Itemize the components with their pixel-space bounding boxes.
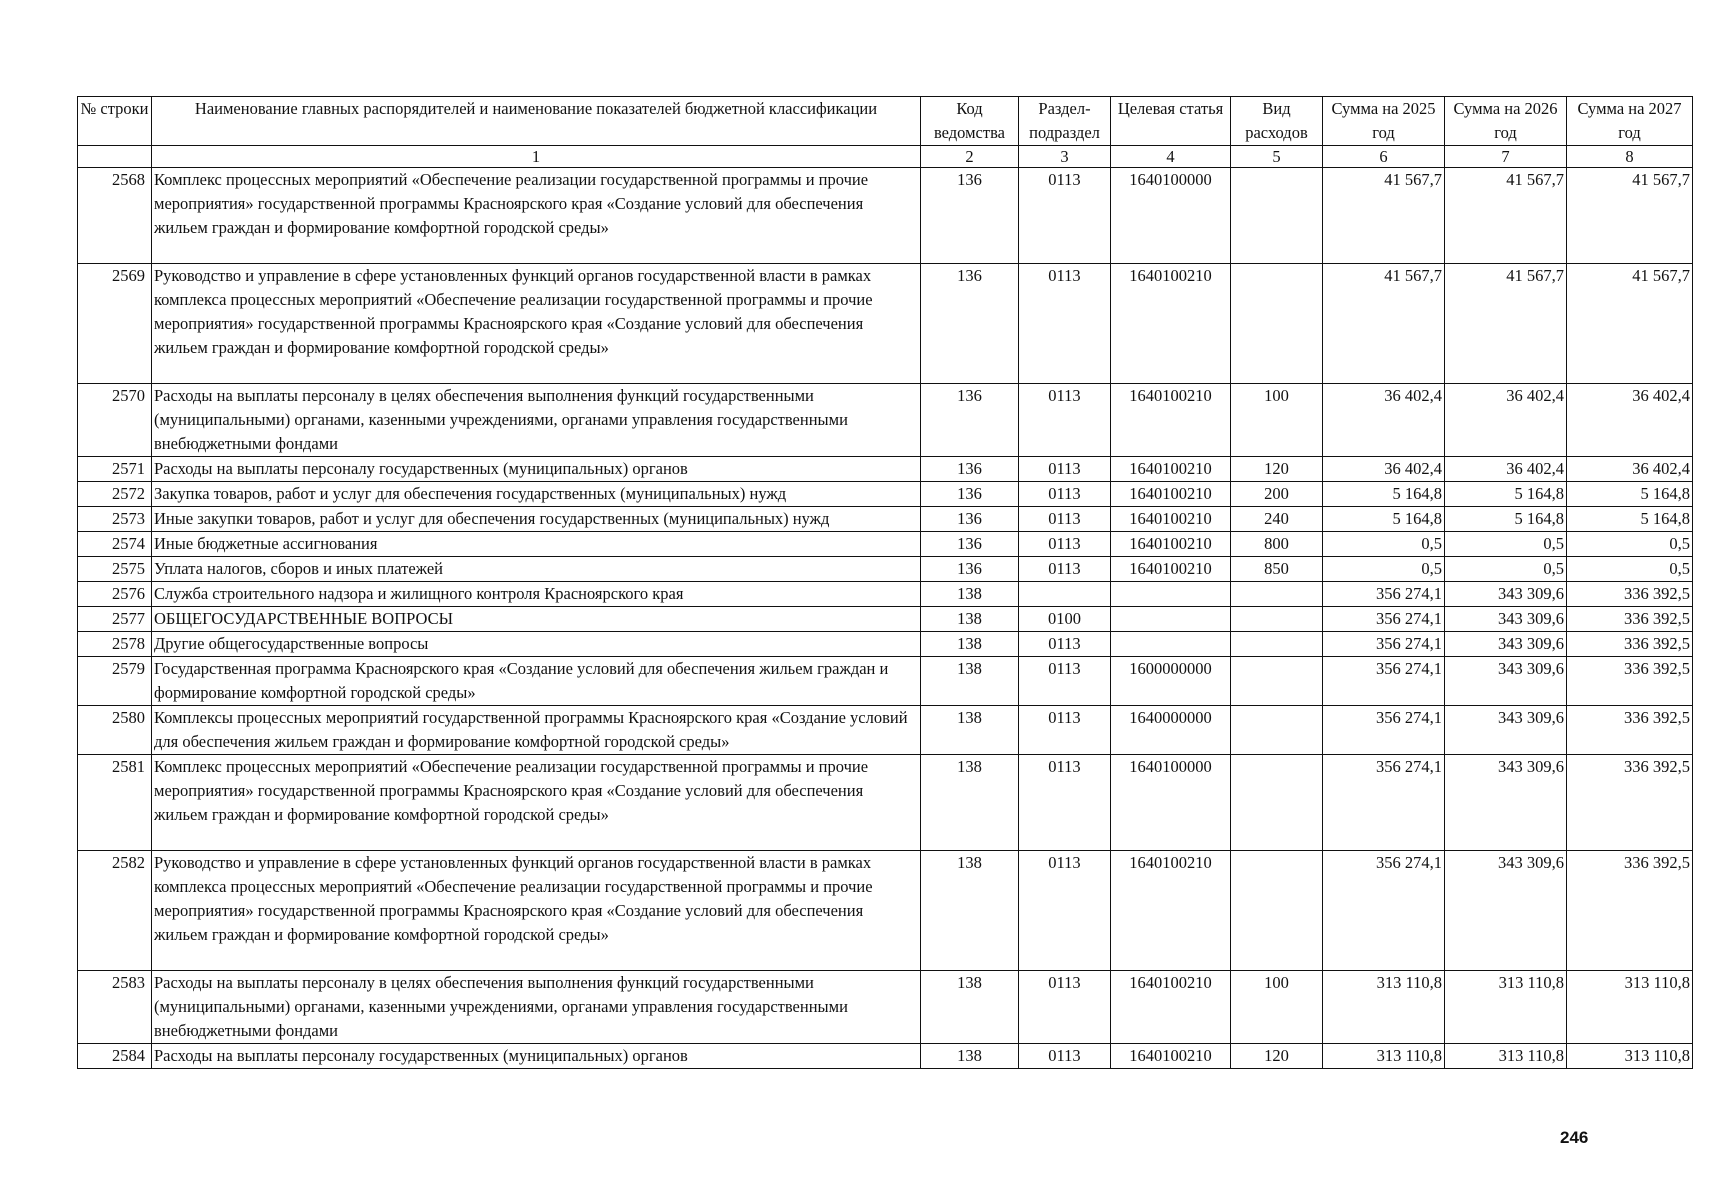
col-header-target: Целевая статья: [1111, 97, 1231, 146]
dept-code: 138: [921, 582, 1019, 607]
col-header-row-number: № строки: [78, 97, 152, 146]
target-code: 1640100000: [1111, 755, 1231, 851]
target-code: 1640000000: [1111, 706, 1231, 755]
amount-2027: 336 392,5: [1567, 755, 1693, 851]
col-index: 8: [1567, 146, 1693, 168]
dept-code: 136: [921, 507, 1019, 532]
amount-2027: 0,5: [1567, 532, 1693, 557]
table-row: [78, 1044, 1693, 1069]
row-name: Расходы на выплаты персоналу в целях обеспечения выполнения функций государственными (муниципальными) органами, казенными учреждениями, органами управления государственными внебюджетными фондами: [152, 384, 921, 457]
amount-2025: 5 164,8: [1323, 507, 1445, 532]
row-name: Уплата налогов, сборов и иных платежей: [152, 557, 921, 582]
dept-code: 138: [921, 607, 1019, 632]
row-number: 2579: [78, 657, 152, 706]
target-code: 1640100210: [1111, 507, 1231, 532]
col-index: 6: [1323, 146, 1445, 168]
section-code: 0113: [1019, 482, 1111, 507]
dept-code: 136: [921, 482, 1019, 507]
target-code: [1111, 607, 1231, 632]
expense-type: [1231, 755, 1323, 851]
col-header-section: Раздел-подраздел: [1019, 97, 1111, 146]
dept-code: 136: [921, 532, 1019, 557]
expense-type: [1231, 632, 1323, 657]
row-name: Комплекс процессных мероприятий «Обеспечение реализации государственной программы и прочие мероприятия» государственной программы Красноярского края «Создание условий для обеспечения жильем граждан и формирование комфортной городской среды»: [152, 168, 921, 264]
expense-type: [1231, 851, 1323, 971]
row-number: 2583: [78, 971, 152, 1044]
dept-code: 136: [921, 457, 1019, 482]
col-index: [78, 146, 152, 168]
section-code: 0113: [1019, 971, 1111, 1044]
table-row: [78, 532, 1693, 557]
amount-2026: 343 309,6: [1445, 657, 1567, 706]
amount-2027: 41 567,7: [1567, 168, 1693, 264]
amount-2025: 313 110,8: [1323, 1044, 1445, 1069]
row-name: Комплекс процессных мероприятий «Обеспечение реализации государственной программы и прочие мероприятия» государственной программы Красноярского края «Создание условий для обеспечения жильем граждан и формирование комфортной городской среды»: [152, 755, 921, 851]
row-name: Руководство и управление в сфере установленных функций органов государственной власти в рамках комплекса процессных мероприятий «Обеспечение реализации государственной программы и прочие мероприятия» государственной программы Красноярского края «Создание условий для обеспечения жильем граждан и формирование комфортной городской среды»: [152, 264, 921, 384]
amount-2026: 313 110,8: [1445, 1044, 1567, 1069]
table-row: [78, 971, 1693, 1044]
section-code: 0113: [1019, 657, 1111, 706]
amount-2027: 5 164,8: [1567, 507, 1693, 532]
amount-2026: 36 402,4: [1445, 384, 1567, 457]
row-name: Служба строительного надзора и жилищного контроля Красноярского края: [152, 582, 921, 607]
col-header-dept-code: Код ведомства: [921, 97, 1019, 146]
expense-type: 240: [1231, 507, 1323, 532]
amount-2027: 336 392,5: [1567, 632, 1693, 657]
amount-2026: 343 309,6: [1445, 706, 1567, 755]
target-code: 1640100210: [1111, 1044, 1231, 1069]
target-code: [1111, 632, 1231, 657]
col-header-expense-type: Вид расходов: [1231, 97, 1323, 146]
table-row: [78, 851, 1693, 971]
amount-2025: 356 274,1: [1323, 755, 1445, 851]
expense-type: [1231, 657, 1323, 706]
dept-code: 136: [921, 384, 1019, 457]
col-header-2026: Сумма на 2026 год: [1445, 97, 1567, 146]
expense-type: 120: [1231, 457, 1323, 482]
row-number: 2575: [78, 557, 152, 582]
row-number: 2572: [78, 482, 152, 507]
table-row: [78, 607, 1693, 632]
row-name: Иные закупки товаров, работ и услуг для обеспечения государственных (муниципальных) нужд: [152, 507, 921, 532]
row-name: Комплексы процессных мероприятий государственной программы Красноярского края «Создание условий для обеспечения жильем граждан и формирование комфортной городской среды»: [152, 706, 921, 755]
amount-2027: 336 392,5: [1567, 607, 1693, 632]
col-header-2027: Сумма на 2027 год: [1567, 97, 1693, 146]
amount-2026: 343 309,6: [1445, 755, 1567, 851]
budget-table: [77, 96, 1693, 1069]
table-row: [78, 168, 1693, 264]
col-index: 7: [1445, 146, 1567, 168]
col-header-2025: Сумма на 2025 год: [1323, 97, 1445, 146]
dept-code: 138: [921, 706, 1019, 755]
amount-2027: 36 402,4: [1567, 384, 1693, 457]
amount-2027: 313 110,8: [1567, 971, 1693, 1044]
amount-2026: 5 164,8: [1445, 507, 1567, 532]
amount-2027: 313 110,8: [1567, 1044, 1693, 1069]
row-number: 2582: [78, 851, 152, 971]
row-name: ОБЩЕГОСУДАРСТВЕННЫЕ ВОПРОСЫ: [152, 607, 921, 632]
target-code: 1640100210: [1111, 457, 1231, 482]
dept-code: 138: [921, 1044, 1019, 1069]
expense-type: 100: [1231, 971, 1323, 1044]
expense-type: [1231, 582, 1323, 607]
row-number: 2580: [78, 706, 152, 755]
table-row: [78, 632, 1693, 657]
amount-2026: 41 567,7: [1445, 168, 1567, 264]
dept-code: 138: [921, 755, 1019, 851]
amount-2025: 356 274,1: [1323, 582, 1445, 607]
col-header-name: Наименование главных распорядителей и наименование показателей бюджетной классификации: [152, 97, 921, 146]
expense-type: 850: [1231, 557, 1323, 582]
row-number: 2571: [78, 457, 152, 482]
target-code: [1111, 582, 1231, 607]
section-code: 0100: [1019, 607, 1111, 632]
table-row: [78, 457, 1693, 482]
amount-2025: 41 567,7: [1323, 168, 1445, 264]
amount-2025: 41 567,7: [1323, 264, 1445, 384]
section-code: [1019, 582, 1111, 607]
amount-2026: 0,5: [1445, 557, 1567, 582]
row-number: 2577: [78, 607, 152, 632]
expense-type: 800: [1231, 532, 1323, 557]
dept-code: 138: [921, 657, 1019, 706]
amount-2025: 0,5: [1323, 532, 1445, 557]
row-number: 2584: [78, 1044, 152, 1069]
amount-2025: 5 164,8: [1323, 482, 1445, 507]
expense-type: [1231, 607, 1323, 632]
section-code: 0113: [1019, 168, 1111, 264]
amount-2027: 336 392,5: [1567, 706, 1693, 755]
row-name: Государственная программа Красноярского края «Создание условий для обеспечения жильем граждан и формирование комфортной городской среды»: [152, 657, 921, 706]
amount-2027: 0,5: [1567, 557, 1693, 582]
table-row: [78, 706, 1693, 755]
col-index: 1: [152, 146, 921, 168]
row-number: 2578: [78, 632, 152, 657]
amount-2026: 41 567,7: [1445, 264, 1567, 384]
amount-2025: 356 274,1: [1323, 657, 1445, 706]
section-code: 0113: [1019, 706, 1111, 755]
row-number: 2568: [78, 168, 152, 264]
header-row: [78, 97, 1693, 146]
amount-2026: 0,5: [1445, 532, 1567, 557]
table-row: [78, 582, 1693, 607]
section-code: 0113: [1019, 632, 1111, 657]
col-index: 5: [1231, 146, 1323, 168]
table-row: [78, 755, 1693, 851]
target-code: 1640100000: [1111, 168, 1231, 264]
row-name: Расходы на выплаты персоналу государственных (муниципальных) органов: [152, 457, 921, 482]
row-number: 2570: [78, 384, 152, 457]
amount-2026: 5 164,8: [1445, 482, 1567, 507]
column-index-row: [78, 146, 1693, 168]
amount-2026: 313 110,8: [1445, 971, 1567, 1044]
section-code: 0113: [1019, 557, 1111, 582]
amount-2026: 343 309,6: [1445, 607, 1567, 632]
table-row: [78, 657, 1693, 706]
row-name: Расходы на выплаты персоналу в целях обеспечения выполнения функций государственными (муниципальными) органами, казенными учреждениями, органами управления государственными внебюджетными фондами: [152, 971, 921, 1044]
target-code: 1640100210: [1111, 384, 1231, 457]
section-code: 0113: [1019, 851, 1111, 971]
amount-2025: 313 110,8: [1323, 971, 1445, 1044]
amount-2027: 336 392,5: [1567, 851, 1693, 971]
target-code: 1640100210: [1111, 557, 1231, 582]
amount-2025: 36 402,4: [1323, 384, 1445, 457]
row-number: 2573: [78, 507, 152, 532]
expense-type: [1231, 706, 1323, 755]
row-number: 2574: [78, 532, 152, 557]
section-code: 0113: [1019, 755, 1111, 851]
section-code: 0113: [1019, 532, 1111, 557]
row-name: Другие общегосударственные вопросы: [152, 632, 921, 657]
amount-2027: 5 164,8: [1567, 482, 1693, 507]
amount-2026: 343 309,6: [1445, 582, 1567, 607]
col-index: 4: [1111, 146, 1231, 168]
section-code: 0113: [1019, 507, 1111, 532]
expense-type: [1231, 264, 1323, 384]
section-code: 0113: [1019, 264, 1111, 384]
row-number: 2576: [78, 582, 152, 607]
section-code: 0113: [1019, 384, 1111, 457]
target-code: 1640100210: [1111, 971, 1231, 1044]
col-index: 3: [1019, 146, 1111, 168]
target-code: 1640100210: [1111, 851, 1231, 971]
dept-code: 138: [921, 632, 1019, 657]
amount-2025: 356 274,1: [1323, 851, 1445, 971]
target-code: 1640100210: [1111, 482, 1231, 507]
amount-2027: 36 402,4: [1567, 457, 1693, 482]
expense-type: [1231, 168, 1323, 264]
section-code: 0113: [1019, 457, 1111, 482]
amount-2027: 336 392,5: [1567, 582, 1693, 607]
table-row: [78, 507, 1693, 532]
amount-2025: 356 274,1: [1323, 706, 1445, 755]
row-number: 2581: [78, 755, 152, 851]
amount-2025: 356 274,1: [1323, 607, 1445, 632]
amount-2025: 36 402,4: [1323, 457, 1445, 482]
dept-code: 136: [921, 168, 1019, 264]
table-row: [78, 264, 1693, 384]
amount-2025: 0,5: [1323, 557, 1445, 582]
dept-code: 136: [921, 264, 1019, 384]
table-row: [78, 557, 1693, 582]
expense-type: 120: [1231, 1044, 1323, 1069]
row-name: Иные бюджетные ассигнования: [152, 532, 921, 557]
page-number: 246: [1560, 1128, 1589, 1147]
amount-2026: 343 309,6: [1445, 632, 1567, 657]
row-name: Руководство и управление в сфере установленных функций органов государственной власти в рамках комплекса процессных мероприятий «Обеспечение реализации государственной программы и прочие мероприятия» государственной программы Красноярского края «Создание условий для обеспечения жильем граждан и формирование комфортной городской среды»: [152, 851, 921, 971]
table-row: [78, 482, 1693, 507]
col-index: 2: [921, 146, 1019, 168]
amount-2026: 36 402,4: [1445, 457, 1567, 482]
dept-code: 136: [921, 557, 1019, 582]
amount-2027: 336 392,5: [1567, 657, 1693, 706]
dept-code: 138: [921, 851, 1019, 971]
row-name: Расходы на выплаты персоналу государственных (муниципальных) органов: [152, 1044, 921, 1069]
row-name: Закупка товаров, работ и услуг для обеспечения государственных (муниципальных) нужд: [152, 482, 921, 507]
expense-type: 100: [1231, 384, 1323, 457]
amount-2025: 356 274,1: [1323, 632, 1445, 657]
dept-code: 138: [921, 971, 1019, 1044]
section-code: 0113: [1019, 1044, 1111, 1069]
target-code: 1640100210: [1111, 264, 1231, 384]
target-code: 1640100210: [1111, 532, 1231, 557]
amount-2027: 41 567,7: [1567, 264, 1693, 384]
amount-2026: 343 309,6: [1445, 851, 1567, 971]
target-code: 1600000000: [1111, 657, 1231, 706]
expense-type: 200: [1231, 482, 1323, 507]
table-row: [78, 384, 1693, 457]
row-number: 2569: [78, 264, 152, 384]
